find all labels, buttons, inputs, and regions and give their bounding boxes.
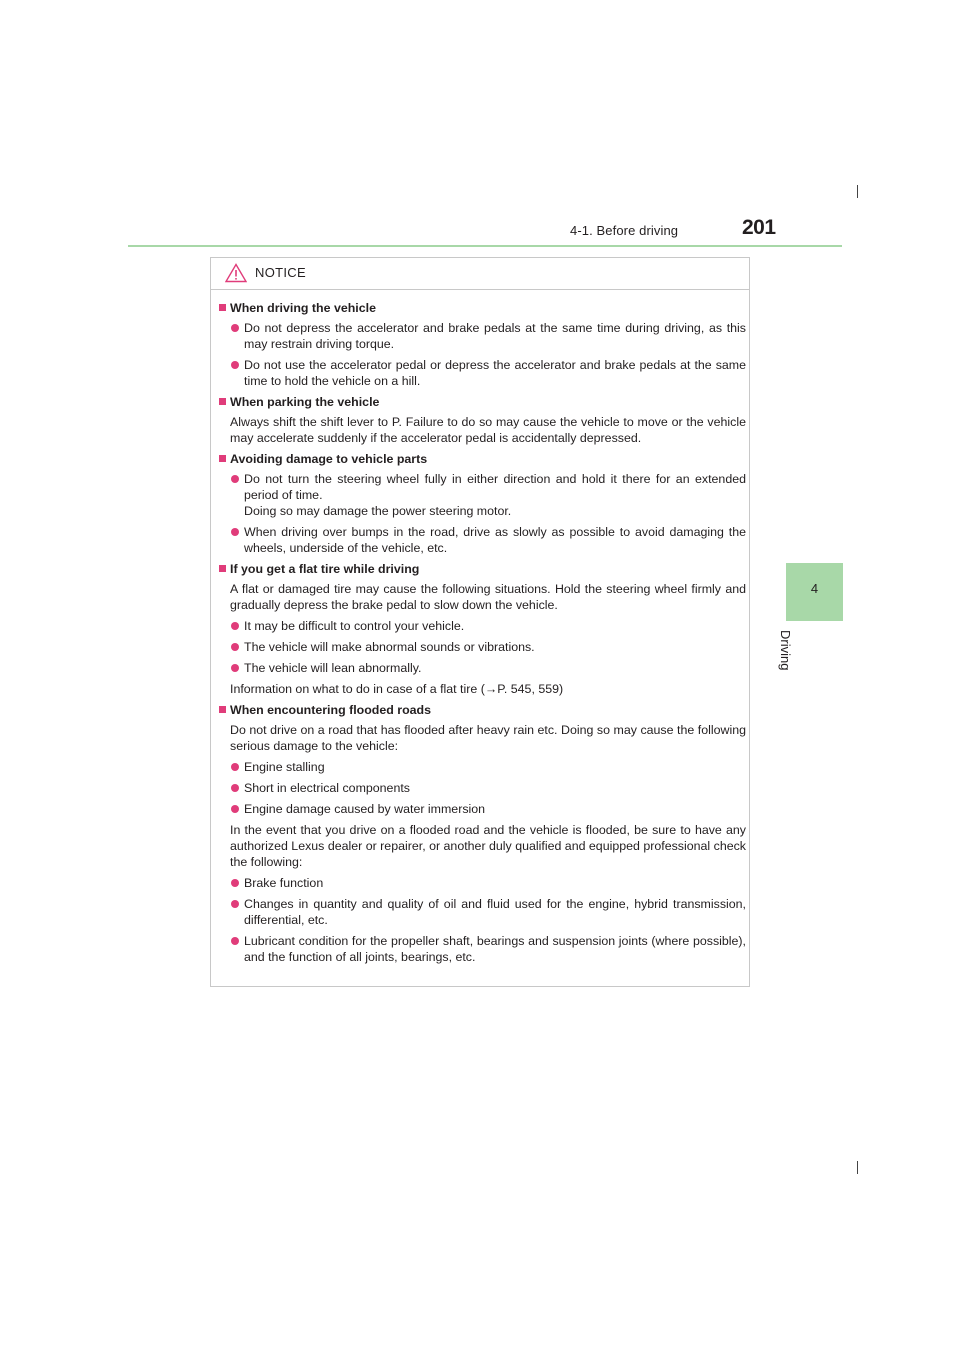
round-bullet-icon — [231, 784, 239, 792]
list-item: Engine damage caused by water immersion — [219, 801, 746, 817]
header-rule — [128, 245, 842, 247]
heading-vehicle-parts: Avoiding damage to vehicle parts — [219, 451, 746, 467]
round-bullet-icon — [231, 937, 239, 945]
round-bullet-icon — [231, 643, 239, 651]
paragraph: Always shift the shift lever to P. Failure to do so may cause the vehicle to move or the vehicle may accelerate suddenly if the accelerator pedal is accidentally depressed. — [230, 415, 746, 445]
notice-box — [210, 257, 750, 987]
page-number: 201 — [742, 216, 776, 239]
round-bullet-icon — [231, 475, 239, 483]
list-item: Do not use the accelerator pedal or depress the accelerator and brake pedals at the same time to hold the vehicle on a hill. — [219, 357, 746, 389]
paragraph: In the event that you drive on a flooded road and the vehicle is flooded, be sure to have any authorized Lexus dealer or repairer, or another duly qualified and equipped professional check the following: — [230, 823, 746, 869]
notice-header — [211, 258, 749, 290]
square-bullet-icon — [219, 398, 226, 405]
square-bullet-icon — [219, 565, 226, 572]
warning-triangle-icon — [225, 263, 247, 283]
square-bullet-icon — [219, 706, 226, 713]
notice-body — [219, 300, 746, 970]
list-item: Do not depress the accelerator and brake pedals at the same time during driving, as this may restrain driving torque. — [219, 320, 746, 352]
list-item: Engine stalling — [219, 759, 746, 775]
round-bullet-icon — [231, 361, 239, 369]
header-section-title: 4-1. Before driving — [570, 223, 679, 238]
round-bullet-icon — [231, 664, 239, 672]
round-bullet-icon — [231, 805, 239, 813]
heading-driving: When driving the vehicle — [219, 300, 746, 316]
round-bullet-icon — [231, 879, 239, 887]
round-bullet-icon — [231, 622, 239, 630]
list-item: The vehicle will make abnormal sounds or vibrations. — [219, 639, 746, 655]
crop-mark-bottom — [857, 1161, 858, 1174]
square-bullet-icon — [219, 304, 226, 311]
list-item: Brake function — [219, 875, 746, 891]
paragraph-page-reference: Information on what to do in case of a flat tire (→P. 545, 559) — [230, 682, 564, 696]
list-item: The vehicle will lean abnormally. — [219, 660, 746, 676]
list-item: It may be difficult to control your vehicle. — [219, 618, 746, 634]
round-bullet-icon — [231, 528, 239, 536]
heading-parking: When parking the vehicle — [219, 394, 746, 410]
chapter-label — [778, 630, 809, 690]
round-bullet-icon — [231, 324, 239, 332]
list-item: Lubricant condition for the propeller shaft, bearings and suspension joints (where possible), and the function of all joints, bearings, etc. — [219, 933, 746, 965]
list-item: Do not turn the steering wheel fully in either direction and hold it there for an extended period of time. Doing so may damage the power steering motor. — [219, 471, 746, 519]
round-bullet-icon — [231, 763, 239, 771]
list-item: Short in electrical components — [219, 780, 746, 796]
paragraph: A flat or damaged tire may cause the following situations. Hold the steering wheel firmly and gradually depress the brake pedal to slow down the vehicle. — [230, 582, 746, 612]
chapter-number: 4 — [810, 581, 819, 596]
list-item: Changes in quantity and quality of oil and fluid used for the engine, hybrid transmission, differential, etc. — [219, 896, 746, 928]
heading-flooded-roads: When encountering flooded roads — [219, 702, 746, 718]
square-bullet-icon — [219, 455, 226, 462]
list-item: When driving over bumps in the road, drive as slowly as possible to avoid damaging the wheels, underside of the vehicle, etc. — [219, 524, 746, 556]
crop-mark-top — [857, 185, 858, 198]
chapter-label-text: Driving — [778, 630, 793, 671]
paragraph: Do not drive on a road that has flooded after heavy rain etc. Doing so may cause the following serious damage to the vehicle: — [230, 723, 746, 753]
chapter-tab — [786, 563, 843, 621]
round-bullet-icon — [231, 900, 239, 908]
notice-title: NOTICE — [255, 265, 306, 280]
heading-flat-tire: If you get a flat tire while driving — [219, 561, 746, 577]
